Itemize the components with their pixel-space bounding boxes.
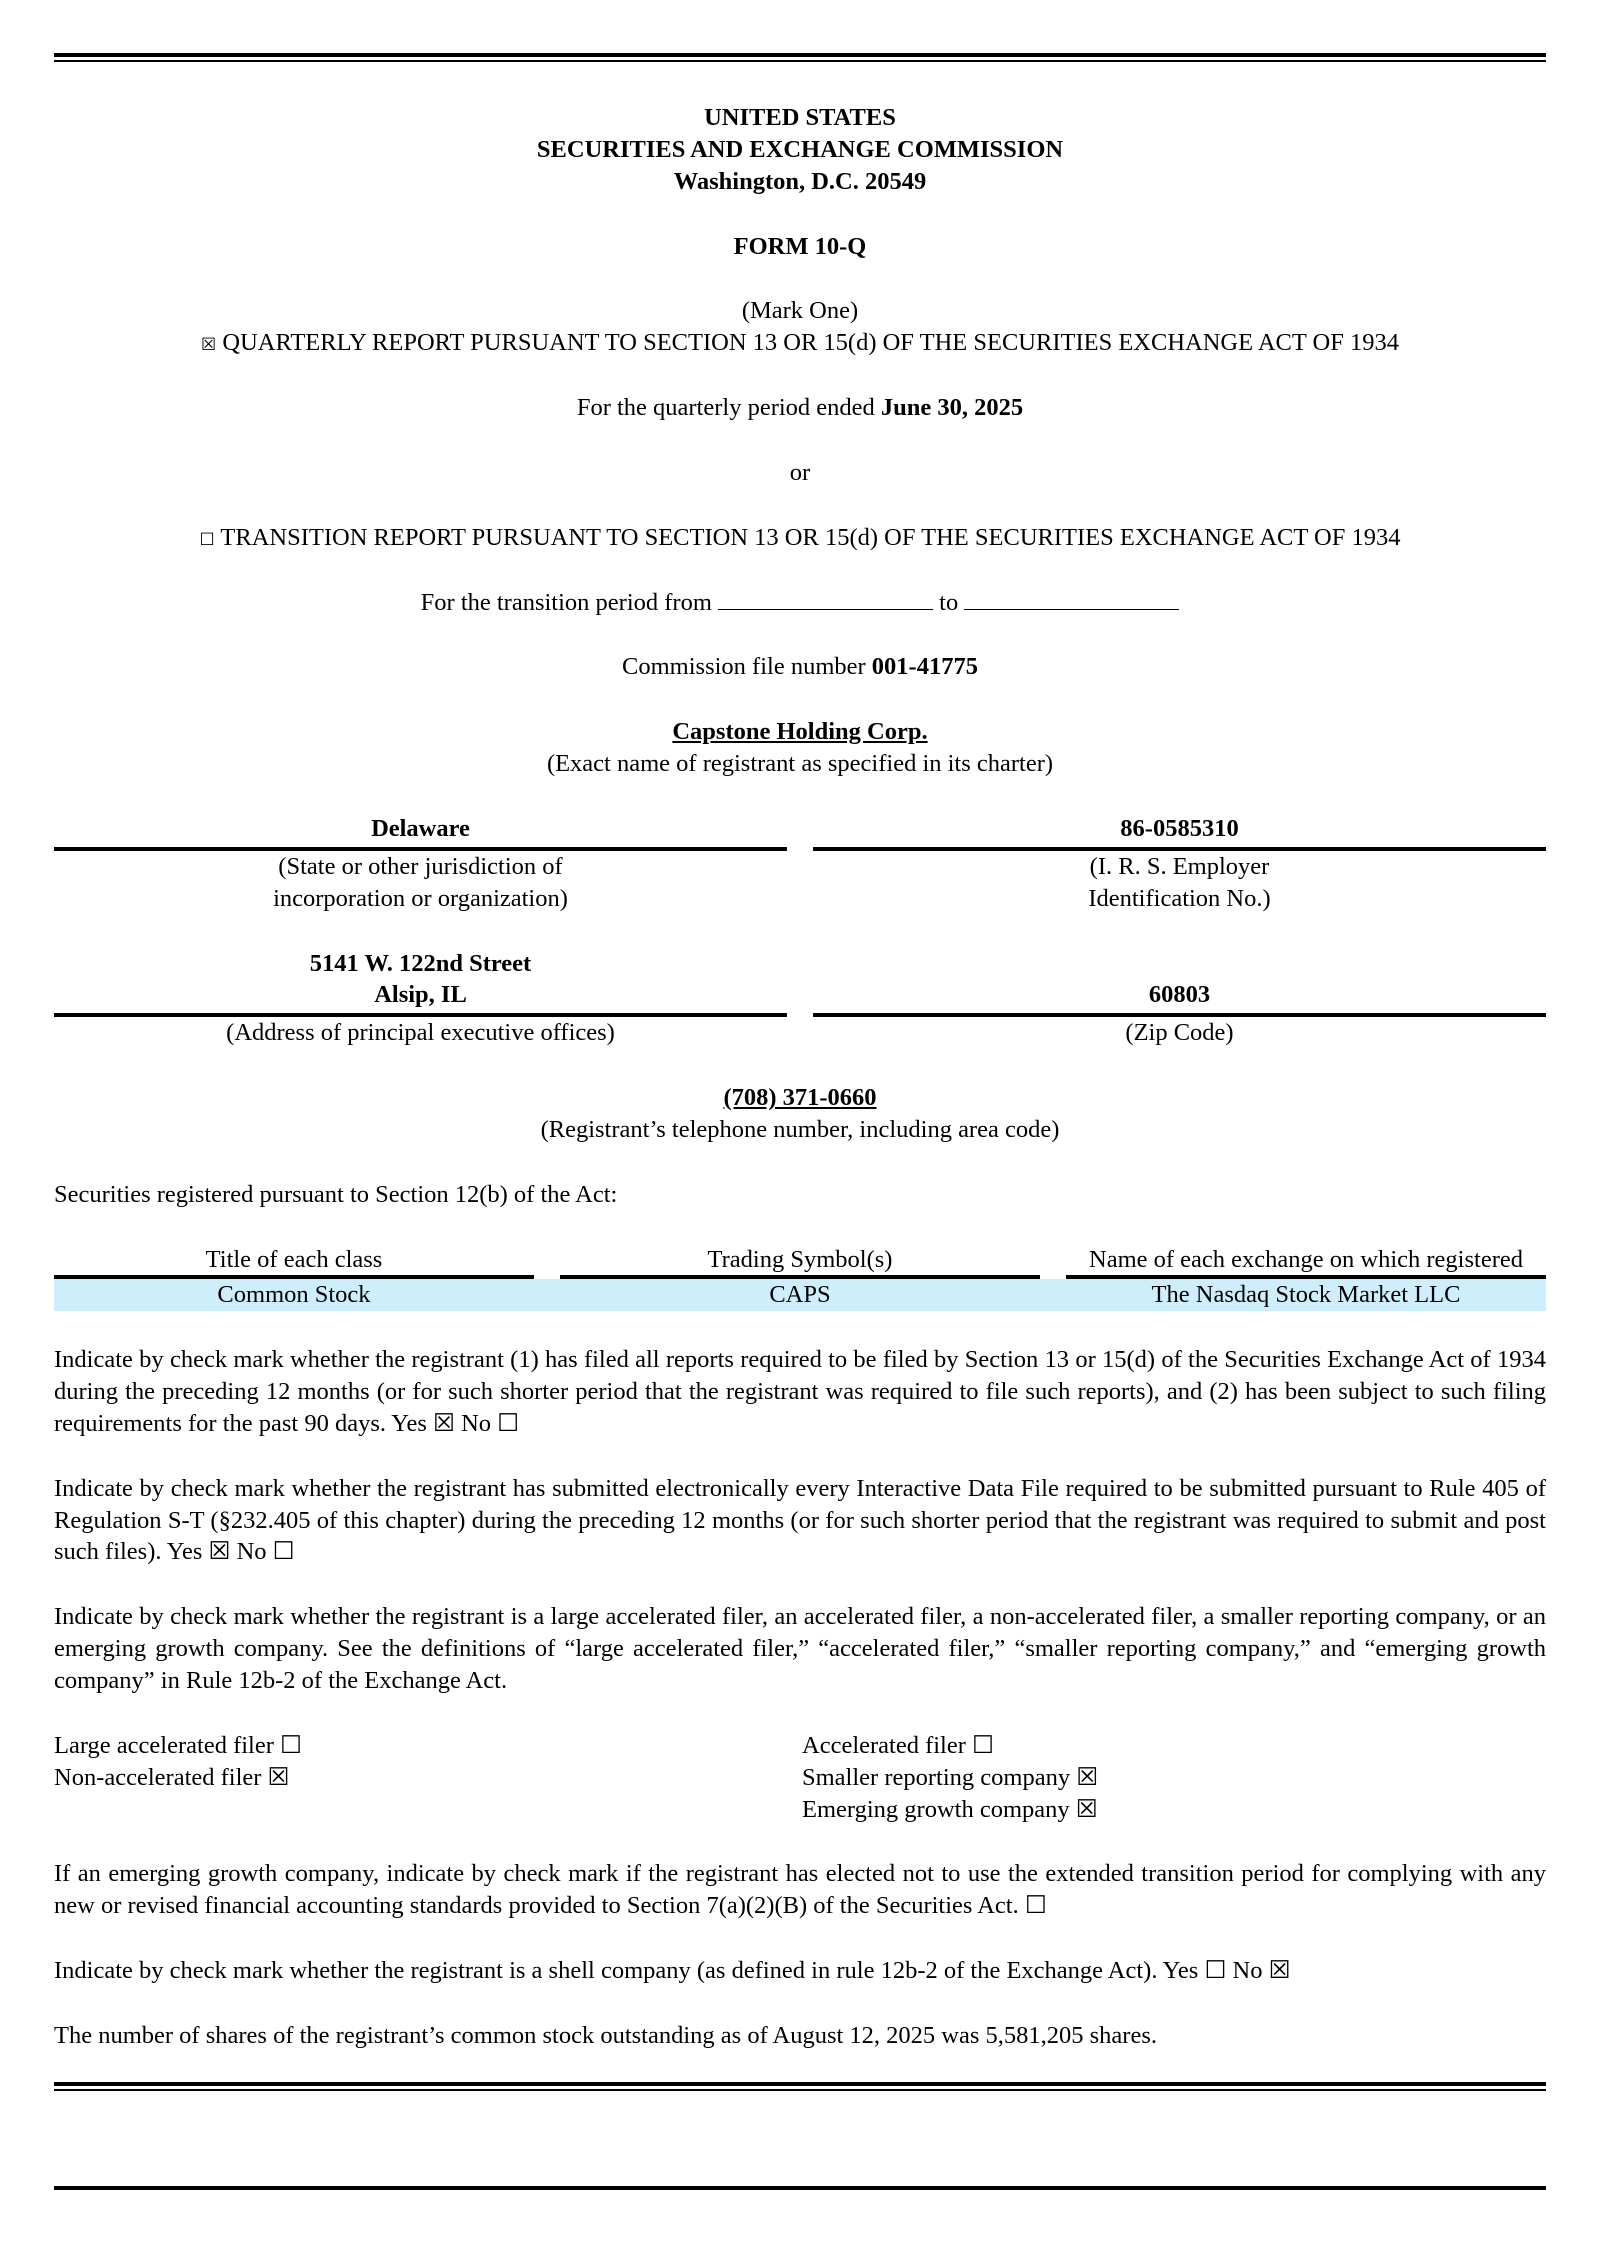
address-caption: (Address of principal executive offices) <box>226 1019 615 1047</box>
filer-right-column <box>802 1730 1546 1826</box>
bottom-double-rule <box>54 2082 1546 2091</box>
commission-prefix: Commission file number <box>622 653 866 681</box>
transition-from-blank <box>718 589 933 610</box>
city-value: Alsip, IL <box>374 981 467 1009</box>
filer-options <box>54 1730 1546 1826</box>
filer-accelerated: Accelerated filer ☐ <box>802 1731 994 1759</box>
shares-outstanding: The number of shares of the registrant’s common stock outstanding as of August 12, 2025 was 5,581,205 shares. <box>54 2021 1158 2049</box>
filer-left-column <box>54 1730 802 1826</box>
securities-intro: Securities registered pursuant to Section 12(b) of the Act: <box>54 1180 618 1208</box>
state-ein-row <box>54 813 1546 915</box>
zip-column <box>813 948 1546 1050</box>
header-line-2: SECURITIES AND EXCHANGE COMMISSION <box>536 135 1064 163</box>
quarterly-report-text: QUARTERLY REPORT PURSUANT TO SECTION 13 OR 15(d) OF THE SECURITIES EXCHANGE ACT OF 1934 <box>222 329 1399 357</box>
form-title: FORM 10-Q <box>733 232 867 260</box>
phone-caption: (Registrant’s telephone number, including area code) <box>540 1115 1060 1143</box>
ein-caption-1: (I. R. S. Employer <box>1089 852 1270 880</box>
cell-exchange-name: The Nasdaq Stock Market LLC <box>1151 1281 1461 1309</box>
filer-emerging-growth: Emerging growth company ☒ <box>802 1795 1098 1823</box>
filer-large-accelerated: Large accelerated filer ☐ <box>54 1731 302 1759</box>
ein-column <box>813 813 1546 915</box>
registrant-name-caption: (Exact name of registrant as specified in its charter) <box>546 750 1054 778</box>
transition-report-line <box>54 522 1546 554</box>
address-zip-row <box>54 948 1546 1050</box>
filer-non-accelerated: Non-accelerated filer ☒ <box>54 1763 290 1791</box>
period-prefix: For the quarterly period ended <box>576 394 875 422</box>
header-title-class: Title of each class <box>54 1244 534 1280</box>
phone-number: (708) 371-0660 <box>723 1084 877 1112</box>
state-caption-1: (State or other jurisdiction of <box>278 852 563 880</box>
period-date: June 30, 2025 <box>880 394 1024 422</box>
zip-value: 60803 <box>1148 981 1211 1009</box>
ein-value: 86-0585310 <box>1120 814 1239 842</box>
transition-to-blank <box>964 589 1179 610</box>
or-text: or <box>789 458 811 486</box>
top-double-rule <box>54 53 1546 62</box>
quarterly-report-line <box>54 327 1546 359</box>
mark-one: (Mark One) <box>741 297 859 325</box>
state-value: Delaware <box>371 814 470 842</box>
check-interactive-data: Indicate by check mark whether the registrant has submitted electronically every Interactive Data File required to be submitted pursuant to Rule 405 of Regulation S-T (§232.405 of this chapter) during the preceding 12 months (or for such shorter period that the registrant was required to submit and post such files). Yes ☒ No ☐ <box>54 1474 1546 1566</box>
transition-period <box>54 587 1546 619</box>
street-value: 5141 W. 122nd Street <box>309 949 532 977</box>
commission-number: 001-41775 <box>871 653 978 681</box>
check-shell-company: Indicate by check mark whether the registrant is a shell company (as defined in rule 12b-2 of the Exchange Act). Yes ☐ No ☒ <box>54 1957 1291 1985</box>
registrant-name: Capstone Holding Corp. <box>672 718 928 746</box>
commission-file <box>54 651 1546 683</box>
page-end-rule <box>54 2186 1546 2190</box>
state-caption-2: incorporation or organization) <box>273 884 568 912</box>
state-column <box>54 813 787 915</box>
header-exchange-name: Name of each exchange on which registered <box>1066 1244 1546 1280</box>
ein-caption-2: Identification No.) <box>1088 884 1271 912</box>
header-line-1: UNITED STATES <box>704 104 896 131</box>
zip-caption: (Zip Code) <box>1125 1019 1234 1047</box>
check-filer-status: Indicate by check mark whether the registrant is a large accelerated filer, an accelerated filer, a non-accelerated filer, a smaller reporting company, or an emerging growth company. See the definitions of “large accelerated filer,” “accelerated filer,” “smaller reporting company,” and “emerging growth company” in Rule 12b-2 of the Exchange Act. <box>54 1603 1546 1694</box>
quarterly-checkbox: ☒ <box>201 335 217 356</box>
transition-report-text: TRANSITION REPORT PURSUANT TO SECTION 13 OR 15(d) OF THE SECURITIES EXCHANGE ACT OF 1934 <box>220 523 1401 551</box>
quarterly-period <box>54 392 1546 424</box>
cell-trading-symbol: CAPS <box>769 1281 831 1309</box>
check-emerging-transition: If an emerging growth company, indicate by check mark if the registrant has elected not to use the extended transition period for complying with any new or revised financial accounting standards provided to Section 7(a)(2)(B) of the Securities Act. ☐ <box>54 1860 1546 1920</box>
transition-checkbox: ☐ <box>199 529 215 550</box>
securities-data-row <box>54 1279 1546 1311</box>
header-line-3: Washington, D.C. 20549 <box>673 167 927 195</box>
filer-smaller-reporting: Smaller reporting company ☒ <box>802 1763 1099 1791</box>
header-trading-symbol: Trading Symbol(s) <box>560 1244 1040 1280</box>
securities-header-row <box>54 1244 1546 1280</box>
header-block <box>54 102 1546 198</box>
check-reports-filed: Indicate by check mark whether the registrant (1) has filed all reports required to be filed by Section 13 or 15(d) of the Securities Exchange Act of 1934 during the preceding 12 months (or for such shorter period that the registrant was required to file such reports), and (2) has been subject to such filing requirements for the past 90 days. Yes ☒ No ☐ <box>54 1346 1546 1437</box>
transition-to: to <box>939 588 959 616</box>
cell-title-class: Common Stock <box>217 1281 371 1309</box>
address-column <box>54 948 787 1050</box>
transition-prefix: For the transition period from <box>420 588 712 616</box>
securities-table <box>54 1244 1546 1312</box>
